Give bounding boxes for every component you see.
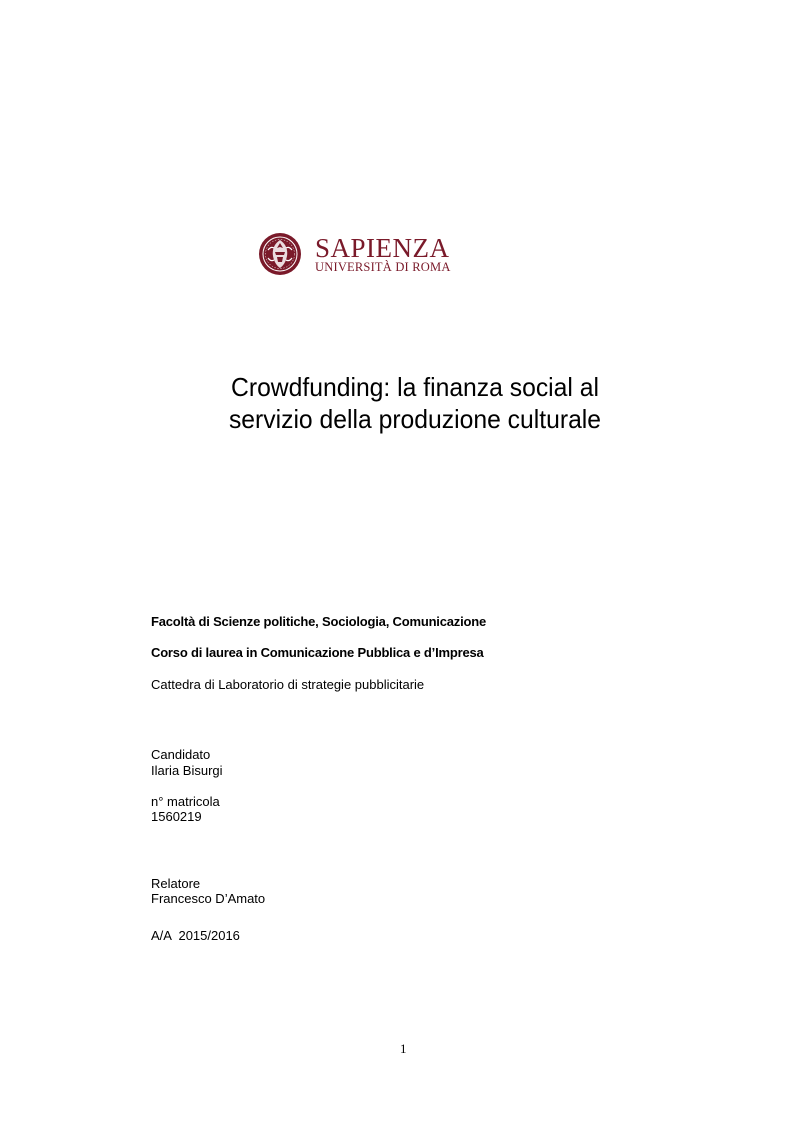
thesis-title — [154, 371, 677, 435]
chair-name: Cattedra di Laboratorio di strategie pubblicitarie — [151, 677, 425, 692]
candidate-label: Candidato — [151, 747, 211, 762]
thesis-title-line-2: servizio della produzione culturale — [228, 404, 602, 434]
page-number: 1 — [400, 1041, 407, 1056]
matricola-value: 1560219 — [151, 809, 202, 824]
academic-year: A/A 2015/2016 — [151, 928, 240, 943]
sapienza-seal-icon — [258, 228, 302, 280]
supervisor-name: Francesco D’Amato — [151, 891, 266, 906]
course-name: Corso di laurea in Comunicazione Pubblica e d’Impresa — [151, 645, 484, 660]
thesis-title-line-1: Crowdfunding: la finanza social al — [231, 372, 599, 402]
matricola-label: n° matricola — [151, 794, 220, 809]
candidate-name: Ilaria Bisurgi — [151, 763, 223, 778]
brand-name: SAPIENZA — [315, 233, 450, 263]
faculty-name: Facoltà di Scienze politiche, Sociologia, Comunicazione — [151, 614, 487, 629]
university-logo — [258, 228, 451, 282]
brand-subtitle: UNIVERSITÀ DI ROMA — [315, 260, 451, 274]
supervisor-label: Relatore — [151, 876, 201, 891]
